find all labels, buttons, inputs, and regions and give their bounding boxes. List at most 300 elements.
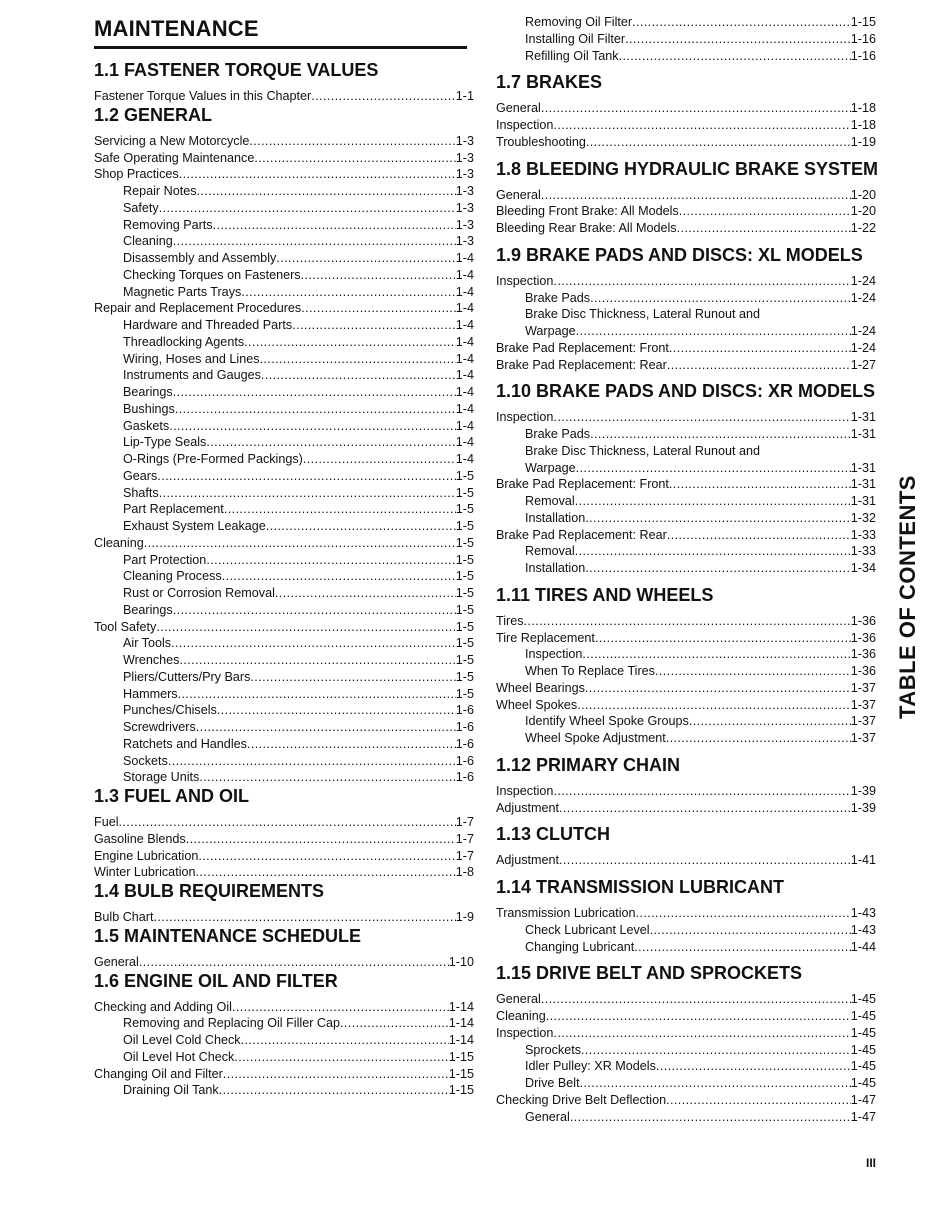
toc-entry[interactable] xyxy=(123,384,474,400)
dot-leader xyxy=(625,31,851,47)
toc-entry-page: 1-43 xyxy=(850,922,876,937)
dot-leader xyxy=(546,1008,851,1024)
toc-entry[interactable] xyxy=(123,233,474,249)
dot-leader xyxy=(159,200,456,216)
toc-entry-label: Inspection xyxy=(496,273,554,288)
toc-entry-label: Idler Pulley: XR Models xyxy=(525,1059,656,1074)
toc-entry[interactable] xyxy=(525,560,876,576)
dot-leader xyxy=(301,300,456,316)
toc-entry[interactable] xyxy=(123,652,474,668)
toc-entry[interactable] xyxy=(123,753,474,769)
toc-entry-label: Brake Disc Thickness, Lateral Runout and xyxy=(525,443,760,458)
dot-leader xyxy=(276,250,456,266)
toc-entry[interactable] xyxy=(123,451,474,467)
toc-entry-label: Check Lubricant Level xyxy=(525,922,650,937)
toc-entry[interactable] xyxy=(123,702,474,718)
dot-leader xyxy=(581,1042,851,1058)
toc-entry[interactable] xyxy=(94,864,474,880)
toc-entry-page: 1-24 xyxy=(850,273,876,288)
dot-leader xyxy=(656,1058,851,1074)
toc-entry[interactable] xyxy=(525,939,876,955)
toc-entry-page: 1-4 xyxy=(455,452,474,466)
toc-entry[interactable] xyxy=(123,1049,474,1065)
dot-leader xyxy=(655,663,851,679)
toc-entry[interactable] xyxy=(496,134,876,150)
dot-leader xyxy=(119,814,456,830)
toc-entry-page: 1-5 xyxy=(455,519,474,533)
toc-entry[interactable] xyxy=(496,220,876,236)
toc-entry[interactable] xyxy=(525,543,876,559)
toc-entry[interactable] xyxy=(496,852,876,868)
toc-entry-page: 1-4 xyxy=(455,418,474,433)
dot-leader xyxy=(159,485,456,501)
toc-entry[interactable] xyxy=(123,1015,474,1031)
dot-leader xyxy=(244,334,456,350)
toc-entry-label: Sockets xyxy=(123,753,168,768)
toc-entry-page: 1-8 xyxy=(455,865,474,880)
toc-entry[interactable] xyxy=(123,468,474,484)
toc-entry-label: O-Rings (Pre-Formed Packings) xyxy=(123,452,303,466)
toc-entry[interactable] xyxy=(94,88,474,104)
toc-entry[interactable] xyxy=(94,133,474,149)
dot-leader xyxy=(585,560,851,576)
toc-entry[interactable] xyxy=(496,527,876,543)
toc-entry-page: 1-5 xyxy=(455,686,474,701)
toc-entry-label: Brake Pads xyxy=(525,427,591,441)
toc-entry-page: 1-36 xyxy=(850,647,876,662)
toc-entry-label: Part Replacement xyxy=(123,502,224,517)
toc-entry-label: Removing Oil Filter xyxy=(525,15,633,29)
toc-entry[interactable] xyxy=(496,1008,876,1024)
dot-leader xyxy=(254,150,455,166)
toc-entry-label: Removing and Replacing Oil Filler Cap xyxy=(123,1016,340,1031)
toc-entry-page: 1-24 xyxy=(850,290,876,305)
toc-entry[interactable] xyxy=(525,1042,876,1058)
toc-entry-page: 1-7 xyxy=(455,831,474,846)
toc-entry[interactable] xyxy=(496,273,876,289)
section-heading: 1.6 ENGINE OIL AND FILTER xyxy=(94,970,338,991)
toc-entry[interactable] xyxy=(94,999,474,1015)
toc-entry-label: Rust or Corrosion Removal xyxy=(123,586,275,600)
toc-entry-page: 1-14 xyxy=(448,1033,474,1047)
toc-entry-label: Wheel Bearings xyxy=(496,680,585,695)
toc-entry-label: Changing Oil and Filter xyxy=(94,1066,223,1081)
toc-entry-page: 1-14 xyxy=(448,1016,474,1031)
toc-entry-label: Adjustment xyxy=(496,800,559,815)
toc-entry-label: Air Tools xyxy=(123,636,172,651)
toc-entry[interactable] xyxy=(496,613,876,629)
toc-entry[interactable] xyxy=(496,697,876,713)
toc-entry-label: Drive Belt xyxy=(525,1076,580,1090)
toc-entry[interactable] xyxy=(525,443,876,459)
dot-leader xyxy=(175,401,456,417)
toc-entry[interactable] xyxy=(94,909,474,925)
toc-entry-page: 1-24 xyxy=(850,340,876,355)
toc-entry-label: General xyxy=(525,1109,570,1124)
toc-entry[interactable] xyxy=(123,217,474,233)
toc-entry-label: Brake Pad Replacement: Front xyxy=(496,477,669,492)
toc-entry[interactable] xyxy=(525,48,876,64)
dot-leader xyxy=(634,939,851,955)
toc-entry-page: 1-4 xyxy=(455,251,474,265)
toc-entry[interactable] xyxy=(496,800,876,816)
toc-entry-label: Wheel Spoke Adjustment xyxy=(525,731,666,745)
toc-entry[interactable] xyxy=(496,409,876,425)
toc-entry-page: 1-33 xyxy=(850,527,876,542)
dot-leader xyxy=(156,619,455,635)
toc-entry-label: Installing Oil Filter xyxy=(525,31,626,46)
dot-leader xyxy=(261,367,456,383)
dot-leader xyxy=(169,418,456,434)
toc-entry-label: Bearings xyxy=(123,385,173,399)
toc-entry[interactable] xyxy=(94,150,474,166)
toc-entry-page: 1-3 xyxy=(455,150,474,165)
toc-entry-page: 1-34 xyxy=(850,561,876,575)
toc-entry[interactable] xyxy=(123,686,474,702)
toc-entry-label: Cleaning xyxy=(94,535,144,550)
toc-entry[interactable] xyxy=(94,831,474,847)
toc-entry[interactable] xyxy=(123,250,474,266)
dot-leader xyxy=(570,1109,851,1125)
toc-entry[interactable] xyxy=(496,100,876,116)
toc-entry[interactable] xyxy=(94,619,474,635)
toc-entry[interactable] xyxy=(123,367,474,383)
section-heading: 1.13 CLUTCH xyxy=(496,824,611,845)
toc-entry-page: 1-31 xyxy=(850,494,876,508)
toc-entry[interactable] xyxy=(94,954,474,970)
toc-entry-label: Fastener Torque Values in this Chapter xyxy=(94,89,312,103)
section-heading: 1.4 BULB REQUIREMENTS xyxy=(94,881,325,901)
dot-leader xyxy=(301,267,456,283)
toc-entry-page: 1-7 xyxy=(455,815,474,829)
toc-entry-page: 1-45 xyxy=(850,1025,876,1040)
toc-entry[interactable] xyxy=(496,783,876,799)
toc-entry-page: 1-6 xyxy=(455,770,474,785)
toc-entry-label: Checking Drive Belt Deflection xyxy=(496,1092,667,1107)
dot-leader xyxy=(173,602,456,618)
toc-entry[interactable] xyxy=(123,736,474,752)
dot-leader xyxy=(292,317,456,333)
toc-entry[interactable] xyxy=(496,1092,876,1108)
toc-entry-page: 1-4 xyxy=(455,435,474,450)
toc-entry[interactable] xyxy=(525,493,876,509)
toc-entry[interactable] xyxy=(94,535,474,551)
dot-leader xyxy=(222,568,456,584)
toc-entry-label: Threadlocking Agents xyxy=(123,334,245,349)
toc-entry[interactable] xyxy=(123,568,474,584)
dot-leader xyxy=(171,635,456,651)
dot-leader xyxy=(679,203,851,219)
toc-entry[interactable] xyxy=(123,418,474,434)
toc-entry[interactable] xyxy=(94,1066,474,1082)
dot-leader xyxy=(241,1032,449,1048)
dot-leader xyxy=(553,409,850,425)
toc-entry[interactable] xyxy=(94,848,474,864)
toc-entry-page: 1-20 xyxy=(850,187,876,202)
toc-entry[interactable] xyxy=(496,680,876,696)
toc-entry[interactable] xyxy=(123,485,474,501)
side-tab-label: TABLE OF CONTENTS xyxy=(895,475,920,719)
toc-entry-page: 1-45 xyxy=(850,1076,876,1090)
toc-entry-page: 1-1 xyxy=(455,89,474,103)
toc-entry-label: Storage Units xyxy=(123,770,200,785)
toc-entry-label: Magnetic Parts Trays xyxy=(123,284,242,299)
dot-leader xyxy=(667,357,851,373)
toc-entry-label: Transmission Lubrication xyxy=(496,906,636,920)
dot-leader xyxy=(541,100,851,116)
toc-entry[interactable] xyxy=(525,323,876,339)
toc-entry[interactable] xyxy=(525,730,876,746)
toc-entry-page: 1-6 xyxy=(455,703,474,718)
dot-leader xyxy=(173,384,456,400)
toc-entry-label: Removal xyxy=(525,494,575,508)
toc-entry[interactable] xyxy=(525,510,876,526)
toc-entry-page: 1-44 xyxy=(850,939,876,954)
toc-entry[interactable] xyxy=(123,501,474,517)
toc-entry-label: Winter Lubrication xyxy=(94,865,196,880)
section-heading: 1.14 TRANSMISSION LUBRICANT xyxy=(496,877,785,897)
dot-leader xyxy=(179,166,456,182)
toc-entry-page: 1-47 xyxy=(850,1092,876,1107)
dot-leader xyxy=(219,1082,449,1098)
toc-entry[interactable] xyxy=(123,317,474,333)
dot-leader xyxy=(224,501,456,517)
toc-entry[interactable] xyxy=(123,602,474,618)
toc-entry[interactable] xyxy=(525,426,876,442)
dot-leader xyxy=(223,1066,449,1082)
toc-entry-page: 1-43 xyxy=(850,906,876,920)
dot-leader xyxy=(144,535,456,551)
toc-entry[interactable] xyxy=(496,340,876,356)
toc-entry[interactable] xyxy=(123,200,474,216)
toc-entry-label: Safe Operating Maintenance xyxy=(94,150,255,165)
toc-entry[interactable] xyxy=(525,14,876,30)
toc-entry-label: Troubleshooting xyxy=(496,134,586,149)
toc-entry-label: Warpage xyxy=(525,324,576,338)
side-tab xyxy=(883,472,933,722)
toc-entry[interactable] xyxy=(123,585,474,601)
toc-entry-label: Pliers/Cutters/Pry Bars xyxy=(123,669,251,684)
toc-entry-page: 1-14 xyxy=(448,999,474,1014)
dot-leader xyxy=(217,702,456,718)
section-heading: 1.7 BRAKES xyxy=(496,72,603,93)
toc-entry[interactable] xyxy=(94,166,474,182)
dot-leader xyxy=(196,719,456,735)
toc-entry[interactable] xyxy=(123,284,474,300)
toc-entry[interactable] xyxy=(496,203,876,219)
toc-entry-label: Draining Oil Tank xyxy=(123,1083,219,1098)
toc-entry[interactable] xyxy=(123,1032,474,1048)
toc-entry[interactable] xyxy=(94,814,474,830)
toc-entry-page: 1-5 xyxy=(455,669,474,684)
toc-entry-page: 1-4 xyxy=(455,351,474,366)
toc-entry[interactable] xyxy=(123,434,474,450)
toc-entry[interactable] xyxy=(525,713,876,729)
toc-entry[interactable] xyxy=(525,1109,876,1125)
toc-entry[interactable] xyxy=(123,719,474,735)
toc-entry[interactable] xyxy=(123,769,474,785)
toc-entry-page: 1-4 xyxy=(455,368,474,383)
toc-entry-page: 1-37 xyxy=(850,680,876,695)
dot-leader xyxy=(173,233,456,249)
toc-entry-page: 1-4 xyxy=(455,301,474,316)
toc-entry-label: Ratchets and Handles xyxy=(123,736,247,751)
toc-entry-page: 1-18 xyxy=(850,118,876,132)
toc-entry[interactable] xyxy=(525,922,876,938)
toc-entry[interactable] xyxy=(123,518,474,534)
toc-entry[interactable] xyxy=(525,1075,876,1091)
toc-entry-label: Bulb Chart xyxy=(94,910,154,924)
toc-entry-label: Exhaust System Leakage xyxy=(123,519,266,533)
toc-entry-page: 1-5 xyxy=(455,468,474,483)
dot-leader xyxy=(669,340,851,356)
toc-entry-page: 1-5 xyxy=(455,602,474,617)
toc-entry[interactable] xyxy=(123,351,474,367)
toc-entry[interactable] xyxy=(525,31,876,47)
toc-entry-page: 1-5 xyxy=(455,653,474,667)
dot-leader xyxy=(582,646,850,662)
toc-entry-page: 1-4 xyxy=(455,318,474,332)
dot-leader xyxy=(553,273,850,289)
toc-entry-label: Wiring, Hoses and Lines xyxy=(123,351,260,366)
dot-leader xyxy=(576,323,851,339)
toc-entry-label: Refilling Oil Tank xyxy=(525,48,619,63)
toc-entry[interactable] xyxy=(123,1082,474,1098)
dot-leader xyxy=(632,14,851,30)
toc-entry[interactable] xyxy=(123,267,474,283)
toc-entry-label: Screwdrivers xyxy=(123,720,196,734)
dot-leader xyxy=(168,753,456,769)
toc-entry-label: Fuel xyxy=(94,815,119,829)
toc-entry-page: 1-3 xyxy=(455,133,474,148)
toc-entry-page: 1-5 xyxy=(455,569,474,584)
toc-entry-label: Inspection xyxy=(496,783,554,798)
toc-entry-page: 1-4 xyxy=(455,334,474,349)
toc-entry[interactable] xyxy=(525,306,876,322)
toc-entry-page: 1-19 xyxy=(850,134,876,149)
toc-entry-label: Gaskets xyxy=(123,418,170,433)
section-heading: 1.5 MAINTENANCE SCHEDULE xyxy=(94,925,362,946)
section-heading: 1.2 GENERAL xyxy=(94,104,213,125)
toc-entry-page: 1-5 xyxy=(455,636,474,651)
toc-entry-label: Servicing a New Motorcycle xyxy=(94,133,250,148)
toc-entry-page: 1-45 xyxy=(850,1009,876,1023)
toc-entry-label: General xyxy=(496,992,541,1007)
toc-entry[interactable] xyxy=(123,334,474,350)
toc-entry[interactable] xyxy=(123,401,474,417)
toc-entry[interactable] xyxy=(123,552,474,568)
toc-entry-label: Cleaning xyxy=(496,1009,546,1023)
toc-entry[interactable] xyxy=(525,290,876,306)
dot-leader xyxy=(196,864,456,880)
toc-entry-label: Removal xyxy=(525,544,575,559)
toc-entry-page: 1-6 xyxy=(455,720,474,734)
dot-leader xyxy=(234,1049,448,1065)
toc-entry[interactable] xyxy=(525,663,876,679)
toc-entry-label: Cleaning xyxy=(123,234,173,249)
dot-leader xyxy=(139,954,449,970)
section-heading: 1.9 BRAKE PADS AND DISCS: XL MODELS xyxy=(496,244,863,265)
toc-entry[interactable] xyxy=(123,183,474,199)
toc-entry-label: Engine Lubrication xyxy=(94,848,199,863)
toc-entry-page: 1-4 xyxy=(455,284,474,299)
toc-entry-label: Inspection xyxy=(496,1025,554,1040)
dot-leader xyxy=(666,1092,851,1108)
dot-leader xyxy=(206,434,455,450)
toc-entry-page: 1-31 xyxy=(850,477,876,492)
toc-entry-label: Checking and Adding Oil xyxy=(94,999,232,1014)
toc-entry[interactable] xyxy=(496,476,876,492)
toc-entry[interactable] xyxy=(496,1025,876,1041)
toc-entry[interactable] xyxy=(123,669,474,685)
toc-entry-page: 1-37 xyxy=(850,731,876,745)
dot-leader xyxy=(585,510,851,526)
toc-entry[interactable] xyxy=(123,635,474,651)
toc-entry-page: 1-9 xyxy=(455,910,474,924)
dot-leader xyxy=(541,991,851,1007)
dot-leader xyxy=(541,187,851,203)
dot-leader xyxy=(303,451,456,467)
dot-leader xyxy=(197,183,456,199)
dot-leader xyxy=(585,680,851,696)
toc-entry-label: Shop Practices xyxy=(94,167,179,182)
toc-entry-page: 1-6 xyxy=(455,753,474,768)
toc-entry[interactable] xyxy=(496,187,876,203)
toc-entry-page: 1-6 xyxy=(455,736,474,751)
toc-entry[interactable] xyxy=(496,117,876,133)
toc-entry-label: Inspection xyxy=(496,410,554,425)
toc-entry-label: Oil Level Hot Check xyxy=(123,1049,235,1064)
toc-entry-page: 1-37 xyxy=(850,697,876,712)
toc-entry[interactable] xyxy=(525,460,876,476)
dot-leader xyxy=(241,284,456,300)
dot-leader xyxy=(590,290,851,306)
toc-entry[interactable] xyxy=(496,357,876,373)
dot-leader xyxy=(250,669,455,685)
toc-entry-label: Hardware and Threaded Parts xyxy=(123,318,293,332)
dot-leader xyxy=(595,630,851,646)
toc-entry[interactable] xyxy=(496,630,876,646)
dot-leader xyxy=(198,848,455,864)
toc-entry-label: Oil Level Cold Check xyxy=(123,1033,241,1047)
toc-entry[interactable] xyxy=(496,991,876,1007)
toc-entry-page: 1-10 xyxy=(448,954,474,969)
toc-entry-label: Safety xyxy=(123,200,159,215)
toc-entry-label: Changing Lubricant xyxy=(525,939,635,954)
toc-entry-label: Tool Safety xyxy=(94,619,157,634)
toc-entry-page: 1-5 xyxy=(455,586,474,600)
dot-leader xyxy=(524,613,851,629)
toc-entry-page: 1-4 xyxy=(455,385,474,399)
dot-leader xyxy=(650,922,851,938)
toc-entry-label: Brake Disc Thickness, Lateral Runout and xyxy=(525,307,760,322)
toc-entry-page: 1-41 xyxy=(850,853,876,868)
section-heading: 1.11 TIRES AND WHEELS xyxy=(496,584,714,605)
toc-entry-label: Brake Pad Replacement: Front xyxy=(496,340,669,355)
toc-entry-page: 1-18 xyxy=(850,101,876,116)
toc-entry[interactable] xyxy=(525,646,876,662)
toc-entry[interactable] xyxy=(496,905,876,921)
toc-entry-label: General xyxy=(94,954,139,969)
toc-entry[interactable] xyxy=(525,1058,876,1074)
toc-entry-page: 1-3 xyxy=(455,184,474,198)
toc-entry-label: Inspection xyxy=(525,647,583,662)
toc-entry-page: 1-27 xyxy=(850,357,876,372)
section-heading: 1.1 FASTENER TORQUE VALUES xyxy=(94,60,379,80)
title-rule xyxy=(94,46,467,49)
toc-entry-page: 1-15 xyxy=(448,1066,474,1081)
toc-entry[interactable] xyxy=(94,300,474,316)
